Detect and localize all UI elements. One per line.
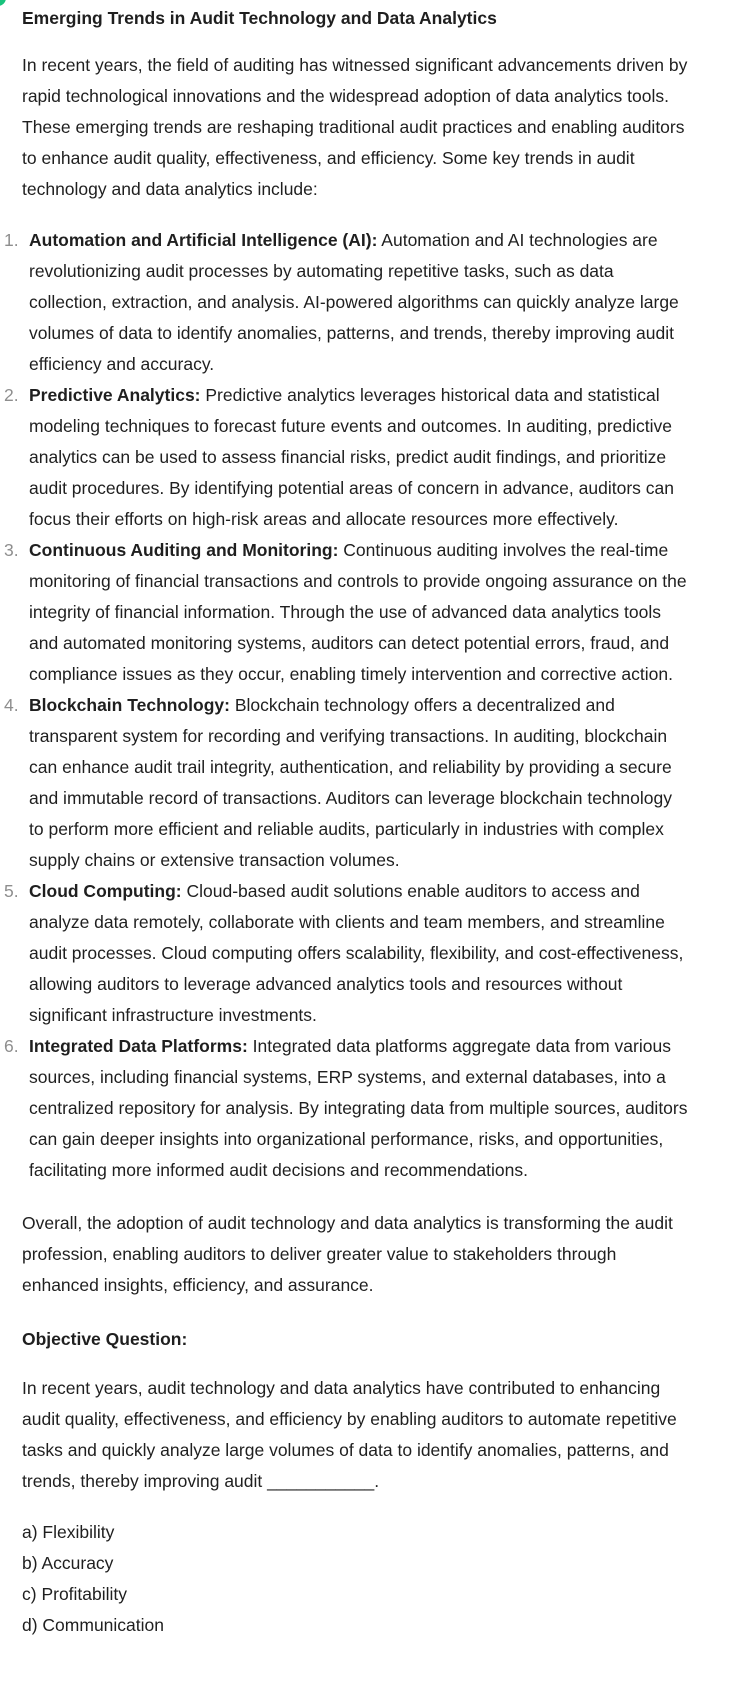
option-a: a) Flexibility [22, 1522, 115, 1542]
list-number: 6. [4, 1036, 19, 1056]
trend-term: Blockchain Technology: [29, 695, 230, 715]
list-number: 3. [4, 540, 19, 560]
option-d: d) Communication [22, 1615, 164, 1635]
list-item [4, 380, 690, 535]
question-text: In recent years, audit technology and data analytics have contributed to enhancing audit quality, effectiveness, and efficiency by enabling auditors to automate repetitive tasks and quickly analyze large volumes of data to identify anomalies, patterns, and trends, thereby improving audit ___________. [22, 1378, 677, 1491]
option-b: b) Accuracy [22, 1553, 114, 1573]
trend-text: Cloud-based audit solutions enable auditors to access and analyze data remotely, collaborate with clients and team members, and streamline audit processes. Cloud computing offers scalability, flexibility, and cost-effectiveness, allowing auditors to leverage advanced analytics tools and resources without significant infrastructure investments. [29, 881, 684, 1025]
list-number: 2. [4, 385, 19, 405]
trend-text: Blockchain technology offers a decentralized and transparent system for recording and verifying transactions. In auditing, blockchain can enhance audit trail integrity, authentication, and reliability by providing a secure and immutable record of transactions. Auditors can leverage blockchain technology to perform more efficient and reliable audits, particularly in industries with complex supply chains or extensive transaction volumes. [29, 695, 673, 870]
trend-term: Cloud Computing: [29, 881, 182, 901]
objective-heading: Objective Question: [22, 1329, 188, 1349]
overall-paragraph: Overall, the adoption of audit technology and data analytics is transforming the audit profession, enabling auditors to deliver greater value to stakeholders through enhanced insights, efficiency, and assurance. [22, 1213, 673, 1295]
trend-term: Integrated Data Platforms: [29, 1036, 248, 1056]
list-number: 4. [4, 695, 19, 715]
list-item [4, 535, 690, 690]
trends-list [4, 225, 690, 1186]
trend-term: Predictive Analytics: [29, 385, 201, 405]
trend-text: Continuous auditing involves the real-time monitoring of financial transactions and controls to provide ongoing assurance on the integrity of financial information. Through the use of advanced data analytics tools and automated monitoring systems, auditors can detect potential errors, fraud, and compliance issues as they occur, enabling timely intervention and corrective action. [29, 540, 687, 684]
trend-text: Automation and AI technologies are revolutionizing audit processes by automating repetitive tasks, such as data collection, extraction, and analysis. AI-powered algorithms can quickly analyze large volumes of data to identify anomalies, patterns, and trends, thereby improving audit efficiency and accuracy. [29, 230, 679, 374]
list-number: 5. [4, 881, 19, 901]
avatar-indicator [0, 0, 6, 6]
trend-term: Automation and Artificial Intelligence (AI): [29, 230, 378, 250]
trend-text: Predictive analytics leverages historical data and statistical modeling techniques to forecast future events and outcomes. In auditing, predictive analytics can be used to assess financial risks, predict audit findings, and prioritize audit procedures. By identifying potential areas of concern in advance, auditors can focus their efforts on high-risk areas and allocate resources more effectively. [29, 385, 674, 529]
intro-paragraph: In recent years, the field of auditing has witnessed significant advancements driven by rapid technological innovations and the widespread adoption of data analytics tools. These emerging trends are reshaping traditional audit practices and enabling auditors to enhance audit quality, effectiveness, and efficiency. Some key trends in audit technology and data analytics include: [22, 55, 688, 199]
option-c: c) Profitability [22, 1584, 128, 1604]
page-title: Emerging Trends in Audit Technology and Data Analytics [22, 8, 497, 28]
list-item [4, 1031, 690, 1186]
trend-text: Integrated data platforms aggregate data from various sources, including financial systems, ERP systems, and external databases, into a centralized repository for analysis. By integrating data from multiple sources, auditors can gain deeper insights into organizational performance, risks, and opportunities, facilitating more informed audit decisions and recommendations. [29, 1036, 688, 1180]
answer-options [22, 1517, 690, 1641]
list-item [4, 876, 690, 1031]
list-item [4, 690, 690, 876]
trend-term: Continuous Auditing and Monitoring: [29, 540, 339, 560]
list-item [4, 225, 690, 380]
document-content [4, 0, 690, 1641]
list-number: 1. [4, 230, 19, 250]
